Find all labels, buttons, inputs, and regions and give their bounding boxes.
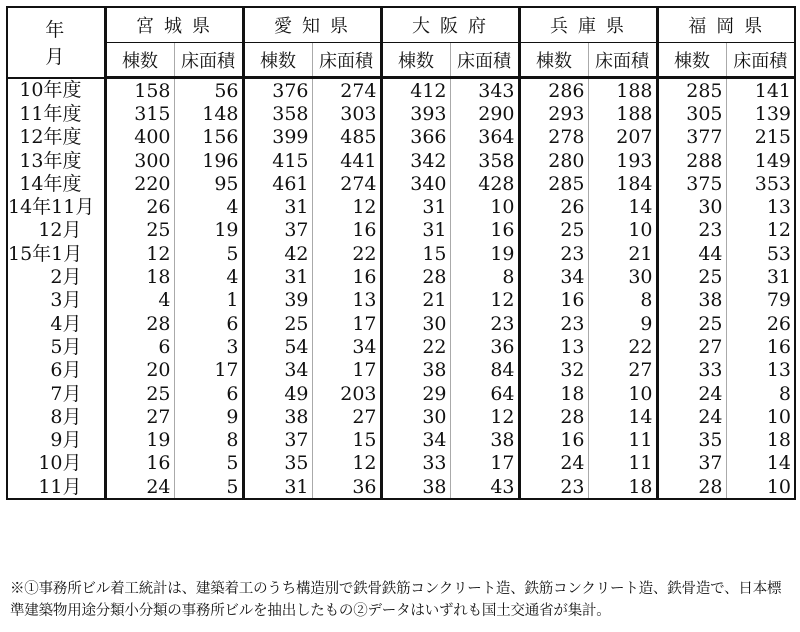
floor-area-cell: 149 — [726, 149, 795, 172]
floor-area-cell: 13 — [726, 195, 795, 218]
building-count-cell: 278 — [519, 126, 588, 149]
floor-area-cell: 14 — [726, 452, 795, 475]
building-count-cell: 38 — [381, 359, 450, 382]
building-count-cell: 415 — [243, 149, 312, 172]
building-count-cell: 38 — [381, 475, 450, 499]
building-count-cell: 377 — [657, 126, 726, 149]
building-count-cell: 37 — [243, 219, 312, 242]
building-count-cell: 26 — [519, 195, 588, 218]
building-count-cell: 24 — [657, 382, 726, 405]
building-count-cell: 39 — [243, 289, 312, 312]
row-month-label: 11月 — [7, 475, 105, 499]
floor-area-cell: 188 — [588, 78, 657, 103]
floor-area-cell: 11 — [588, 452, 657, 475]
footnote: ※①事務所ビル着工統計は、建築着工のうち構造別で鉄骨鉄筋コンクリート造、鉄筋コンクリート造、鉄骨造で、日本標準建築物用途分類小分類の事務所ビルを抽出したもの②データはいずれも国土交通省が集計。 — [10, 581, 782, 619]
building-count-cell: 28 — [381, 265, 450, 288]
prefecture-header: 愛知県 — [243, 7, 381, 43]
statistics-table-container — [6, 6, 794, 500]
building-count-cell: 25 — [105, 382, 174, 405]
floor-area-cell: 290 — [450, 102, 519, 125]
floor-area-cell: 18 — [588, 475, 657, 499]
building-count-cell: 305 — [657, 102, 726, 125]
building-count-cell: 30 — [381, 405, 450, 428]
floor-area-column-header: 床面積 — [450, 43, 519, 78]
floor-area-cell: 1 — [174, 289, 243, 312]
building-count-cell: 358 — [243, 102, 312, 125]
floor-area-cell: 31 — [726, 265, 795, 288]
building-count-cell: 24 — [105, 475, 174, 499]
building-count-cell: 34 — [243, 359, 312, 382]
building-count-cell: 31 — [243, 265, 312, 288]
building-count-cell: 412 — [381, 78, 450, 103]
building-count-cell: 25 — [243, 312, 312, 335]
table-row — [7, 149, 795, 172]
floor-area-cell: 19 — [450, 242, 519, 265]
floor-area-cell: 364 — [450, 126, 519, 149]
building-count-cell: 340 — [381, 172, 450, 195]
floor-area-cell: 10 — [588, 382, 657, 405]
building-count-cell: 27 — [657, 335, 726, 358]
row-month-label: 10年度 — [7, 78, 105, 103]
floor-area-cell: 8 — [726, 382, 795, 405]
building-count-cell: 26 — [105, 195, 174, 218]
floor-area-cell: 188 — [588, 102, 657, 125]
table-header — [7, 7, 795, 78]
building-count-cell: 35 — [657, 428, 726, 451]
floor-area-cell: 156 — [174, 126, 243, 149]
building-count-cell: 280 — [519, 149, 588, 172]
table-row — [7, 219, 795, 242]
floor-area-cell: 13 — [726, 359, 795, 382]
floor-area-cell: 12 — [312, 195, 381, 218]
building-count-cell: 393 — [381, 102, 450, 125]
count-column-header: 棟数 — [381, 43, 450, 78]
row-month-label: 9月 — [7, 428, 105, 451]
building-count-cell: 16 — [519, 289, 588, 312]
building-count-cell: 28 — [657, 475, 726, 499]
building-count-cell: 34 — [381, 428, 450, 451]
floor-area-cell: 428 — [450, 172, 519, 195]
row-month-label: 6月 — [7, 359, 105, 382]
floor-area-cell: 19 — [174, 219, 243, 242]
building-count-cell: 375 — [657, 172, 726, 195]
table-row — [7, 78, 795, 103]
building-count-cell: 44 — [657, 242, 726, 265]
floor-area-cell: 3 — [174, 335, 243, 358]
building-count-cell: 42 — [243, 242, 312, 265]
floor-area-cell: 148 — [174, 102, 243, 125]
row-month-label: 2月 — [7, 265, 105, 288]
building-count-cell: 288 — [657, 149, 726, 172]
building-count-cell: 25 — [105, 219, 174, 242]
building-count-cell: 342 — [381, 149, 450, 172]
floor-area-cell: 12 — [312, 452, 381, 475]
building-count-cell: 16 — [519, 428, 588, 451]
building-count-cell: 54 — [243, 335, 312, 358]
building-count-cell: 38 — [657, 289, 726, 312]
building-count-cell: 18 — [519, 382, 588, 405]
count-column-header: 棟数 — [105, 43, 174, 78]
building-count-cell: 23 — [519, 312, 588, 335]
floor-area-cell: 11 — [588, 428, 657, 451]
floor-area-cell: 22 — [588, 335, 657, 358]
row-month-label: 14年11月 — [7, 195, 105, 218]
floor-area-cell: 141 — [726, 78, 795, 103]
floor-area-cell: 184 — [588, 172, 657, 195]
building-count-cell: 28 — [105, 312, 174, 335]
count-column-header: 棟数 — [657, 43, 726, 78]
floor-area-cell: 10 — [726, 475, 795, 499]
prefecture-header: 大阪府 — [381, 7, 519, 43]
building-count-cell: 20 — [105, 359, 174, 382]
floor-area-cell: 12 — [450, 289, 519, 312]
floor-area-cell: 196 — [174, 149, 243, 172]
floor-area-cell: 27 — [312, 405, 381, 428]
building-count-cell: 461 — [243, 172, 312, 195]
building-count-cell: 19 — [105, 428, 174, 451]
floor-area-cell: 38 — [450, 428, 519, 451]
building-count-cell: 293 — [519, 102, 588, 125]
floor-area-cell: 12 — [450, 405, 519, 428]
building-count-cell: 30 — [381, 312, 450, 335]
building-count-cell: 315 — [105, 102, 174, 125]
building-count-cell: 30 — [657, 195, 726, 218]
floor-area-cell: 9 — [174, 405, 243, 428]
row-month-label: 14年度 — [7, 172, 105, 195]
building-count-cell: 29 — [381, 382, 450, 405]
floor-area-cell: 17 — [174, 359, 243, 382]
building-count-cell: 15 — [381, 242, 450, 265]
building-count-cell: 25 — [657, 312, 726, 335]
floor-area-cell: 10 — [588, 219, 657, 242]
building-count-cell: 399 — [243, 126, 312, 149]
building-count-cell: 37 — [657, 452, 726, 475]
building-count-cell: 35 — [243, 452, 312, 475]
building-count-cell: 286 — [519, 78, 588, 103]
row-month-label: 12年度 — [7, 126, 105, 149]
table-row — [7, 126, 795, 149]
building-count-cell: 28 — [519, 405, 588, 428]
floor-area-cell: 215 — [726, 126, 795, 149]
row-month-label: 4月 — [7, 312, 105, 335]
floor-area-cell: 353 — [726, 172, 795, 195]
table-row — [7, 428, 795, 451]
floor-area-cell: 18 — [726, 428, 795, 451]
floor-area-cell: 17 — [312, 359, 381, 382]
floor-area-cell: 36 — [450, 335, 519, 358]
floor-area-cell: 4 — [174, 195, 243, 218]
building-count-cell: 376 — [243, 78, 312, 103]
building-count-cell: 13 — [519, 335, 588, 358]
building-count-cell: 37 — [243, 428, 312, 451]
building-count-cell: 4 — [105, 289, 174, 312]
floor-area-cell: 17 — [450, 452, 519, 475]
count-column-header: 棟数 — [519, 43, 588, 78]
floor-area-cell: 203 — [312, 382, 381, 405]
floor-area-cell: 21 — [588, 242, 657, 265]
table-row — [7, 195, 795, 218]
building-count-cell: 31 — [381, 219, 450, 242]
building-count-cell: 285 — [519, 172, 588, 195]
floor-area-column-header: 床面積 — [312, 43, 381, 78]
office-construction-table — [6, 6, 796, 500]
prefecture-header: 兵庫県 — [519, 7, 657, 43]
floor-area-cell: 12 — [726, 219, 795, 242]
floor-area-cell: 5 — [174, 475, 243, 499]
count-column-header: 棟数 — [243, 43, 312, 78]
floor-area-cell: 84 — [450, 359, 519, 382]
table-row — [7, 452, 795, 475]
floor-area-cell: 43 — [450, 475, 519, 499]
floor-area-cell: 36 — [312, 475, 381, 499]
row-month-label: 13年度 — [7, 149, 105, 172]
floor-area-cell: 14 — [588, 195, 657, 218]
floor-area-cell: 27 — [588, 359, 657, 382]
month-column-header: 年 月 — [7, 7, 105, 78]
building-count-cell: 25 — [657, 265, 726, 288]
floor-area-cell: 9 — [588, 312, 657, 335]
prefecture-header: 福岡県 — [657, 7, 795, 43]
floor-area-cell: 56 — [174, 78, 243, 103]
row-month-label: 7月 — [7, 382, 105, 405]
building-count-cell: 33 — [381, 452, 450, 475]
floor-area-cell: 30 — [588, 265, 657, 288]
floor-area-cell: 5 — [174, 452, 243, 475]
sub-header-row — [7, 43, 795, 78]
row-month-label: 8月 — [7, 405, 105, 428]
floor-area-cell: 14 — [588, 405, 657, 428]
floor-area-cell: 17 — [312, 312, 381, 335]
floor-area-cell: 303 — [312, 102, 381, 125]
prefecture-header-row — [7, 7, 795, 43]
building-count-cell: 300 — [105, 149, 174, 172]
floor-area-cell: 16 — [312, 219, 381, 242]
row-month-label: 3月 — [7, 289, 105, 312]
row-month-label: 15年1月 — [7, 242, 105, 265]
floor-area-cell: 53 — [726, 242, 795, 265]
building-count-cell: 31 — [243, 195, 312, 218]
row-month-label: 10月 — [7, 452, 105, 475]
table-row — [7, 172, 795, 195]
floor-area-cell: 139 — [726, 102, 795, 125]
floor-area-cell: 13 — [312, 289, 381, 312]
floor-area-cell: 16 — [312, 265, 381, 288]
floor-area-cell: 10 — [450, 195, 519, 218]
building-count-cell: 366 — [381, 126, 450, 149]
building-count-cell: 23 — [519, 475, 588, 499]
floor-area-cell: 358 — [450, 149, 519, 172]
floor-area-cell: 8 — [174, 428, 243, 451]
table-row — [7, 102, 795, 125]
prefecture-header: 宮城県 — [105, 7, 243, 43]
floor-area-column-header: 床面積 — [726, 43, 795, 78]
building-count-cell: 220 — [105, 172, 174, 195]
floor-area-cell: 16 — [450, 219, 519, 242]
floor-area-cell: 441 — [312, 149, 381, 172]
building-count-cell: 23 — [519, 242, 588, 265]
table-row — [7, 382, 795, 405]
floor-area-cell: 23 — [450, 312, 519, 335]
floor-area-cell: 4 — [174, 265, 243, 288]
floor-area-cell: 16 — [726, 335, 795, 358]
building-count-cell: 24 — [657, 405, 726, 428]
building-count-cell: 31 — [381, 195, 450, 218]
table-row — [7, 265, 795, 288]
building-count-cell: 24 — [519, 452, 588, 475]
floor-area-cell: 6 — [174, 312, 243, 335]
floor-area-cell: 207 — [588, 126, 657, 149]
floor-area-cell: 343 — [450, 78, 519, 103]
building-count-cell: 34 — [519, 265, 588, 288]
row-month-label: 12月 — [7, 219, 105, 242]
building-count-cell: 23 — [657, 219, 726, 242]
floor-area-column-header: 床面積 — [174, 43, 243, 78]
floor-area-cell: 15 — [312, 428, 381, 451]
floor-area-cell: 193 — [588, 149, 657, 172]
table-row — [7, 312, 795, 335]
table-row — [7, 475, 795, 499]
table-row — [7, 405, 795, 428]
row-month-label: 5月 — [7, 335, 105, 358]
floor-area-cell: 34 — [312, 335, 381, 358]
building-count-cell: 158 — [105, 78, 174, 103]
building-count-cell: 16 — [105, 452, 174, 475]
table-row — [7, 289, 795, 312]
floor-area-cell: 5 — [174, 242, 243, 265]
building-count-cell: 27 — [105, 405, 174, 428]
floor-area-cell: 6 — [174, 382, 243, 405]
floor-area-cell: 8 — [588, 289, 657, 312]
table-body — [7, 78, 795, 500]
building-count-cell: 31 — [243, 475, 312, 499]
building-count-cell: 400 — [105, 126, 174, 149]
building-count-cell: 21 — [381, 289, 450, 312]
floor-area-cell: 274 — [312, 78, 381, 103]
floor-area-cell: 95 — [174, 172, 243, 195]
building-count-cell: 25 — [519, 219, 588, 242]
floor-area-cell: 22 — [312, 242, 381, 265]
building-count-cell: 33 — [657, 359, 726, 382]
floor-area-cell: 485 — [312, 126, 381, 149]
building-count-cell: 6 — [105, 335, 174, 358]
floor-area-cell: 10 — [726, 405, 795, 428]
building-count-cell: 18 — [105, 265, 174, 288]
building-count-cell: 32 — [519, 359, 588, 382]
floor-area-cell: 79 — [726, 289, 795, 312]
building-count-cell: 22 — [381, 335, 450, 358]
building-count-cell: 285 — [657, 78, 726, 103]
table-row — [7, 359, 795, 382]
building-count-cell: 49 — [243, 382, 312, 405]
building-count-cell: 38 — [243, 405, 312, 428]
building-count-cell: 12 — [105, 242, 174, 265]
floor-area-cell: 64 — [450, 382, 519, 405]
floor-area-cell: 26 — [726, 312, 795, 335]
table-row — [7, 335, 795, 358]
floor-area-cell: 274 — [312, 172, 381, 195]
row-month-label: 11年度 — [7, 102, 105, 125]
table-row — [7, 242, 795, 265]
floor-area-cell: 8 — [450, 265, 519, 288]
floor-area-column-header: 床面積 — [588, 43, 657, 78]
